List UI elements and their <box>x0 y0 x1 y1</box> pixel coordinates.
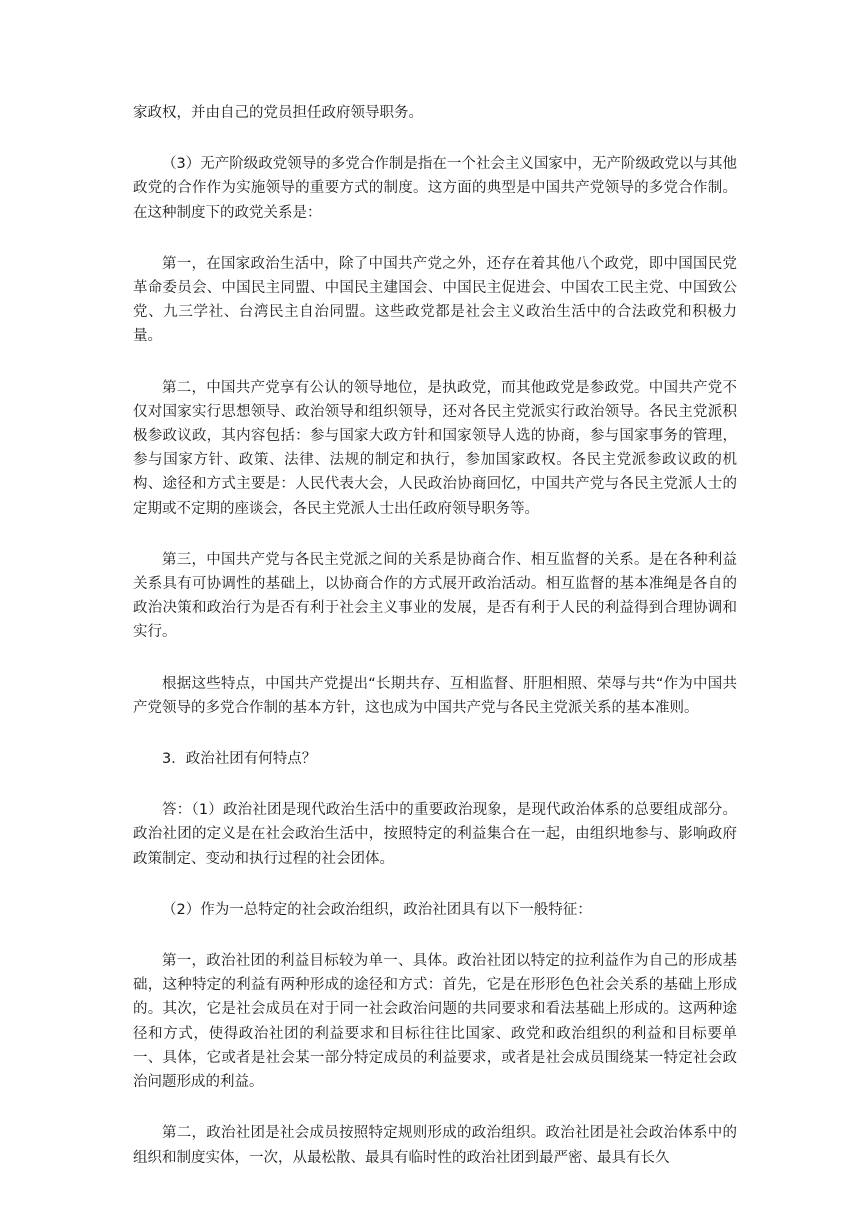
paragraph-feature-one: 第一，政治社团的利益目标较为单一、具体。政治社团以特定的拉利益作为自己的形成基础，这种特定的利益有两种形成的途径和方式：首先，它是在形形色色社会关系的基础上形成的。其次，它是社会成员在对于同一社会政治问题的共同要求和看法基础上形成的。这两种途径和方式，使得政治社团的利益要求和目标往往比国家、政党和政治组织的利益和目标要单一、具体，它或者是社会某一部分特定成员的利益要求，或者是社会成员围绕某一特定社会政治问题形成的利益。 <box>133 953 737 1091</box>
paragraph-second-point: 第二，中国共产党享有公认的领导地位，是执政党，而其他政党是参政党。中国共产党不仅对国家实行思想领导、政治领导和组织领导，还对各民主党派实行政治领导。各民主党派积极参政议政，其内容包括：参与国家大政方针和国家领导人选的协商，参与国家事务的管理，参与国家方针、政策、法律、法规的制定和执行，参加国家政权。各民主党派参政议政的机构、途径和方式主要是：人民代表大会，人民政治协商回忆，中国共产党与各民主党派人士的定期或不定期的座谈会，各民主党派人士出任政府领导职务等。 <box>133 379 737 517</box>
paragraph-multiparty-cooperation-definition: （3）无产阶级政党领导的多党合作制是指在一个社会主义国家中，无产阶级政党以与其他政党的合作作为实施领导的重要方式的制度。这方面的典型是中国共产党领导的多党合作制。在这种制度下的政党关系是： <box>133 156 737 221</box>
paragraph-basic-policy: 根据这些特点，中国共产党提出“长期共存、互相监督、肝胆相照、荣辱与共“作为中国共产党领导的多党合作制的基本方针，这也成为中国共产党与各民主党派关系的基本准则。 <box>133 675 737 716</box>
paragraph-answer-definition: 答：（1）政治社团是现代政治生活中的重要政治现象，是现代政治体系的总要组成部分。政治社团的定义是在社会政治生活中，按照特定的利益集合在一起，由组织地参与、影响政府政策制定、变动和执行过程的社会团体。 <box>133 802 737 867</box>
paragraph-third-point: 第三，中国共产党与各民主党派之间的关系是协商合作、相互监督的关系。是在各种利益关系具有可协调性的基础上，以协商合作的方式展开政治活动。相互监督的基本准绳是各自的政治决策和政治行为是否有利于社会主义事业的发展，是否有利于人民的利益得到合理协调和实行。 <box>133 551 737 641</box>
paragraph-feature-two: 第二，政治社团是社会成员按照特定规则形成的政治组织。政治社团是社会政治体系中的组织和制度实体，一次，从最松散、最具有临时性的政治社团到最严密、最具有长久 <box>133 1125 737 1166</box>
paragraph-first-point: 第一，在国家政治生活中，除了中国共产党之外，还存在着其他八个政党，即中国国民党革命委员会、中国民主同盟、中国民主建国会、中国民主促进会、中国农工民主党、中国致公党、九三学社、台湾民主自治同盟。这些政党都是社会主义政治生活中的合法政党和积极力量。 <box>133 255 737 345</box>
question-heading: 3．政治社团有何特点？ <box>162 751 317 768</box>
paragraph-features-intro: （2）作为一总特定的社会政治组织，政治社团具有以下一般特征： <box>162 901 592 918</box>
paragraph-continuation: 家政权，并由自己的党员担任政府领导职务。 <box>133 105 423 121</box>
document-body <box>133 101 737 1197</box>
